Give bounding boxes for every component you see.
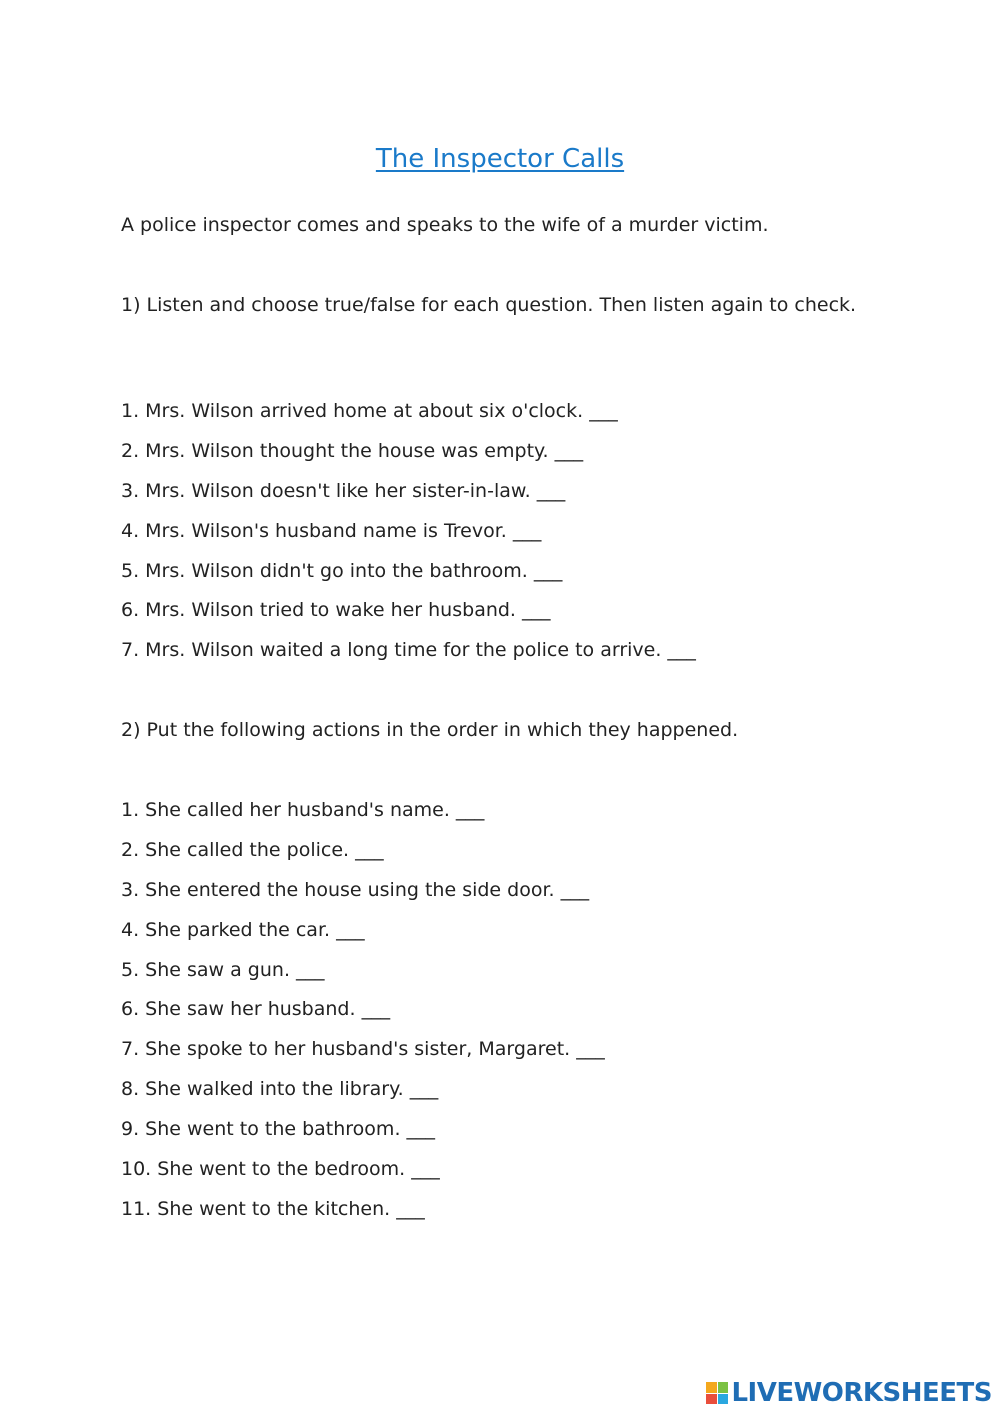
liveworksheets-footer[interactable] bbox=[706, 1376, 992, 1410]
list-item: 3. Mrs. Wilson doesn't like her sister-in-law. ___ bbox=[121, 479, 566, 502]
list-item: 3. She entered the house using the side door. ___ bbox=[121, 878, 590, 901]
list-item: 8. She walked into the library. ___ bbox=[121, 1078, 439, 1101]
list-item: 5. She saw a gun. ___ bbox=[121, 958, 325, 981]
logo-block bbox=[718, 1382, 729, 1393]
list-item: 10. She went to the bedroom. ___ bbox=[121, 1158, 440, 1181]
list-item: 7. Mrs. Wilson waited a long time for the police to arrive. ___ bbox=[121, 639, 696, 662]
logo-block bbox=[706, 1382, 717, 1393]
list-item: 6. Mrs. Wilson tried to wake her husband. ___ bbox=[121, 599, 551, 622]
true-false-list bbox=[121, 398, 881, 677]
page-title[interactable]: The Inspector Calls bbox=[375, 144, 625, 174]
intro-text: A police inspector comes and speaks to the wife of a murder victim. bbox=[121, 214, 769, 236]
list-item: 9. She went to the bathroom. ___ bbox=[121, 1118, 436, 1141]
list-item: 2. Mrs. Wilson thought the house was empty. ___ bbox=[121, 439, 584, 462]
list-item: 7. She spoke to her husband's sister, Margaret. ___ bbox=[121, 1038, 605, 1061]
list-item: 4. Mrs. Wilson's husband name is Trevor. ___ bbox=[121, 519, 542, 542]
list-item: 5. Mrs. Wilson didn't go into the bathroom. ___ bbox=[121, 559, 563, 582]
list-item: 6. She saw her husband. ___ bbox=[121, 998, 391, 1021]
section1-instruction: 1) Listen and choose true/false for each question. Then listen again to check. bbox=[121, 294, 857, 316]
logo-block bbox=[706, 1394, 717, 1405]
list-item: 1. Mrs. Wilson arrived home at about six o'clock. ___ bbox=[121, 400, 618, 422]
list-item: 1. She called her husband's name. ___ bbox=[121, 799, 485, 821]
list-item: 11. She went to the kitchen. ___ bbox=[121, 1197, 425, 1220]
logo-block bbox=[718, 1394, 729, 1405]
brand-name: LIVEWORKSHEETS bbox=[731, 1378, 992, 1408]
list-item: 4. She parked the car. ___ bbox=[121, 918, 365, 941]
section2-instruction: 2) Put the following actions in the order in which they happened. bbox=[121, 719, 739, 741]
liveworksheets-logo-icon bbox=[706, 1382, 728, 1404]
list-item: 2. She called the police. ___ bbox=[121, 838, 384, 861]
order-list bbox=[121, 797, 881, 1236]
